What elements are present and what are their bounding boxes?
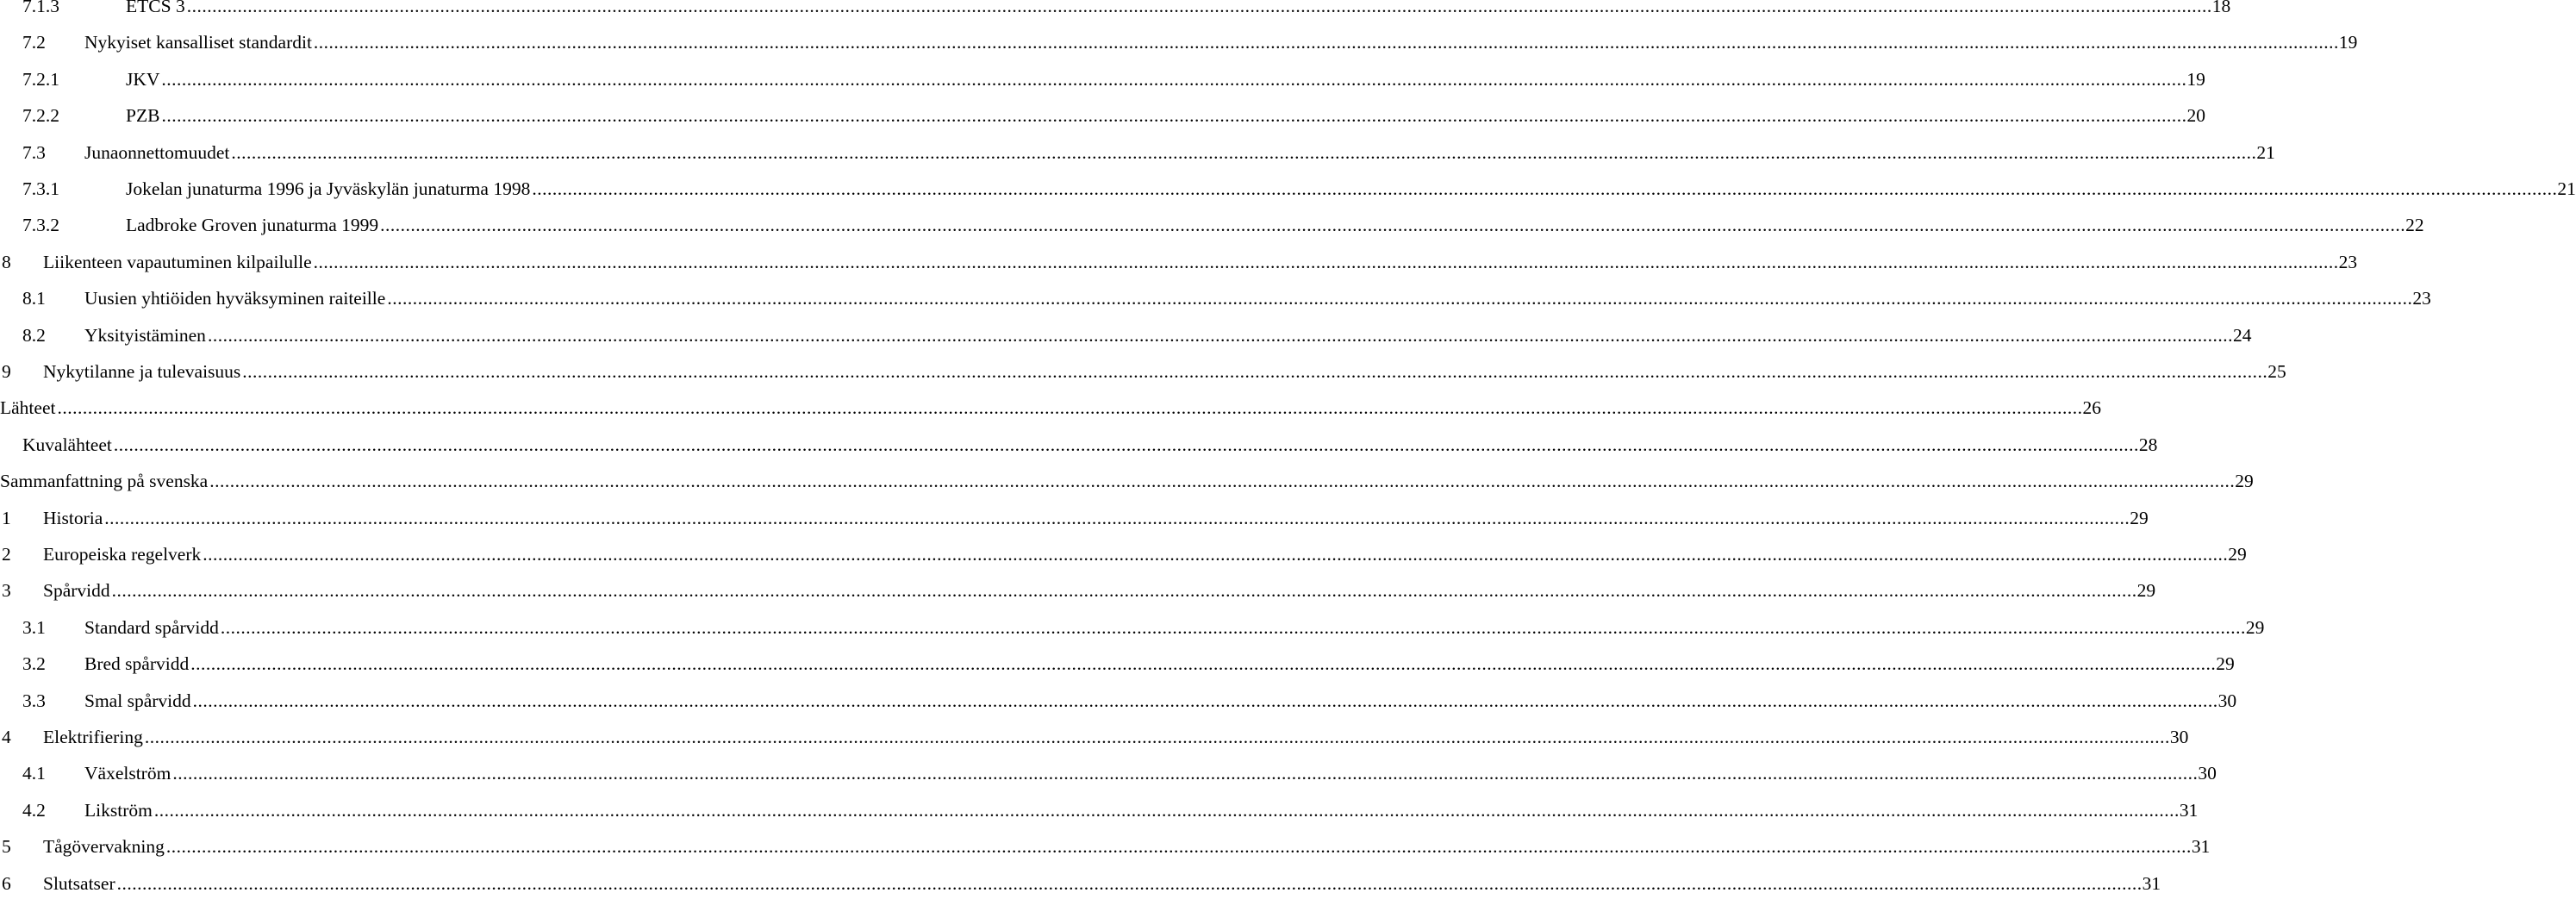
toc-entry-title: Uusien yhtiöiden hyväksyminen raiteille: [84, 288, 386, 309]
toc-entry[interactable]: [0, 503, 2149, 529]
toc-leader-dots: ................................................................................................................................................................................................................................................................................................................................................................................................................: [144, 727, 2170, 747]
toc-entry[interactable]: [0, 28, 2358, 53]
toc-entry[interactable]: [0, 321, 2252, 347]
toc-entry[interactable]: [0, 101, 2205, 127]
toc-entry[interactable]: [0, 357, 2286, 383]
toc-entry[interactable]: [0, 210, 2424, 236]
toc-entry-number: 3.1: [22, 616, 46, 638]
toc-entry-page-number: 29: [2228, 544, 2247, 565]
toc-leader-dots: ................................................................................................................................................................................................................................................................................................................................................................................................................: [161, 68, 2187, 90]
toc-entry-number: 8.1: [22, 288, 46, 309]
toc-entry-title: Liikenteen vapautuminen kilpailulle: [43, 251, 312, 272]
toc-entry-title: Spårvidd: [43, 580, 110, 602]
toc-entry-page-number: 30: [2217, 690, 2237, 711]
toc-entry-page-number: 23: [2338, 251, 2358, 272]
toc-entry-number: 7.3.2: [22, 215, 59, 236]
toc-entry-title: ETCS 3: [126, 0, 185, 16]
toc-entry-title: Likström: [84, 799, 153, 821]
toc-entry-title: Europeiska regelverk: [43, 544, 202, 565]
toc-entry-page-number: 19: [2338, 32, 2358, 53]
toc-entry-title: Bred spårvidd: [84, 653, 190, 675]
toc-entry[interactable]: [0, 138, 2275, 164]
toc-leader-dots: ................................................................................................................................................................................................................................................................................................................................................................................................................: [231, 141, 2257, 163]
toc-entry[interactable]: [0, 65, 2205, 91]
toc-entry[interactable]: [0, 430, 2158, 456]
toc-entry-title: Standard spårvidd: [84, 616, 219, 638]
toc-entry-title: Kuvalähteet: [22, 434, 112, 455]
toc-entry[interactable]: [0, 0, 2231, 17]
toc-entry-title: Smal spårvidd: [84, 690, 191, 711]
toc-entry[interactable]: [0, 649, 2235, 675]
toc-leader-dots: ................................................................................................................................................................................................................................................................................................................................................................................................................: [161, 105, 2187, 127]
toc-entry-title: Slutsatser: [43, 872, 115, 894]
toc-entry-page-number: 19: [2186, 68, 2205, 90]
toc-entry-number: 8: [2, 251, 11, 272]
toc-entry-title: Yksityistäminen: [84, 324, 206, 346]
toc-leader-dots: ................................................................................................................................................................................................................................................................................................................................................................................................................: [186, 0, 2212, 16]
toc-entry-page-number: 24: [2232, 324, 2252, 346]
toc-leader-dots: ................................................................................................................................................................................................................................................................................................................................................................................................................: [190, 653, 2217, 675]
toc-leader-dots: ................................................................................................................................................................................................................................................................................................................................................................................................................: [111, 580, 2137, 602]
toc-entry-number: 7.2: [22, 32, 46, 53]
toc-leader-dots: ................................................................................................................................................................................................................................................................................................................................................................................................................: [313, 251, 2339, 272]
toc-entry-page-number: 21: [2557, 178, 2576, 199]
toc-entry-number: 7.1.3: [22, 0, 59, 16]
toc-entry-page-number: 31: [2179, 799, 2199, 821]
toc-entry-number: 9: [2, 361, 11, 382]
toc-leader-dots: ................................................................................................................................................................................................................................................................................................................................................................................................................: [220, 616, 2246, 638]
toc-entry[interactable]: [0, 247, 2358, 273]
toc-entry-number: 3: [2, 580, 11, 602]
toc-leader-dots: ................................................................................................................................................................................................................................................................................................................................................................................................................: [104, 507, 2130, 528]
toc-entry-number: 7.3: [22, 141, 46, 163]
toc-entry-title: Sammanfattning på svenska: [0, 471, 209, 492]
toc-entry-title: Tågövervakning: [43, 836, 165, 858]
toc-entry-number: 7.2.2: [22, 105, 59, 127]
toc-leader-dots: ................................................................................................................................................................................................................................................................................................................................................................................................................: [313, 32, 2339, 53]
toc-entry-number: 3.2: [22, 653, 46, 675]
toc-entry-page-number: 29: [2235, 471, 2254, 492]
toc-entry-page-number: 29: [2130, 507, 2149, 528]
toc-entry-title: Nykyiset kansalliset standardit: [84, 32, 312, 53]
toc-entry-page-number: 23: [2412, 288, 2431, 309]
toc-entry[interactable]: [0, 832, 2211, 858]
toc-entry[interactable]: [0, 686, 2237, 712]
toc-entry-title: Lähteet: [0, 397, 56, 419]
toc-entry-page-number: 28: [2138, 434, 2158, 455]
toc-leader-dots: ................................................................................................................................................................................................................................................................................................................................................................................................................: [57, 397, 2083, 419]
toc-leader-dots: ................................................................................................................................................................................................................................................................................................................................................................................................................: [116, 872, 2143, 894]
toc-entry-page-number: 30: [2198, 763, 2217, 784]
toc-leader-dots: ................................................................................................................................................................................................................................................................................................................................................................................................................: [192, 690, 2218, 711]
toc-entry-number: 1: [2, 507, 11, 528]
toc-leader-dots: ................................................................................................................................................................................................................................................................................................................................................................................................................: [153, 799, 2180, 821]
toc-entry-page-number: 29: [2216, 653, 2235, 675]
toc-entry-title: PZB: [126, 105, 160, 127]
toc-entry-page-number: 30: [2169, 727, 2189, 747]
toc-entry[interactable]: [0, 540, 2247, 565]
toc-entry-page-number: 20: [2186, 105, 2205, 127]
toc-entry-number: 7.2.1: [22, 68, 59, 90]
toc-leader-dots: ................................................................................................................................................................................................................................................................................................................................................................................................................: [203, 544, 2229, 565]
toc-entry-number: 6: [2, 872, 11, 894]
toc-leader-dots: ................................................................................................................................................................................................................................................................................................................................................................................................................: [242, 361, 2268, 382]
toc-entry-number: 5: [2, 836, 11, 858]
toc-entry-title: JKV: [126, 68, 160, 90]
toc-entry[interactable]: [0, 759, 2217, 784]
toc-entry-page-number: 31: [2191, 836, 2211, 858]
toc-leader-dots: ................................................................................................................................................................................................................................................................................................................................................................................................................: [165, 836, 2192, 858]
toc-leader-dots: ................................................................................................................................................................................................................................................................................................................................................................................................................: [207, 324, 2233, 346]
toc-entry-number: 4.2: [22, 799, 46, 821]
toc-entry[interactable]: [0, 284, 2431, 309]
toc-entry[interactable]: [0, 466, 2254, 492]
toc-entry[interactable]: [0, 174, 2576, 200]
toc-entry-number: 4: [2, 727, 11, 747]
toc-entry-title: Jokelan junaturma 1996 ja Jyväskylän junaturma 1998: [126, 178, 531, 199]
toc-entry[interactable]: [0, 722, 2189, 748]
toc-leader-dots: ................................................................................................................................................................................................................................................................................................................................................................................................................: [380, 215, 2406, 236]
toc-entry-title: Ladbroke Groven junaturma 1999: [126, 215, 379, 236]
toc-entry-page-number: 21: [2256, 141, 2275, 163]
toc-entry-page-number: 22: [2405, 215, 2424, 236]
toc-entry-title: Elektrifiering: [43, 727, 143, 747]
toc-leader-dots: ................................................................................................................................................................................................................................................................................................................................................................................................................: [113, 434, 2139, 455]
toc-leader-dots: ................................................................................................................................................................................................................................................................................................................................................................................................................: [172, 763, 2199, 784]
toc-entry-page-number: 26: [2082, 397, 2101, 419]
toc-entry-title: Junaonnettomuudet: [84, 141, 230, 163]
toc-entry-title: Historia: [43, 507, 103, 528]
toc-leader-dots: ................................................................................................................................................................................................................................................................................................................................................................................................................: [209, 471, 2236, 492]
toc-leader-dots: ................................................................................................................................................................................................................................................................................................................................................................................................................: [387, 288, 2413, 309]
toc-entry-page-number: 29: [2136, 580, 2156, 602]
toc-entry-number: 2: [2, 544, 11, 565]
toc-entry-number: 3.3: [22, 690, 46, 711]
toc-entry[interactable]: [0, 576, 2156, 602]
toc-entry[interactable]: [0, 393, 2101, 419]
toc-entry-page-number: 29: [2245, 616, 2265, 638]
toc-entry-page-number: 25: [2267, 361, 2286, 382]
toc-entry-number: 7.3.1: [22, 178, 59, 199]
toc-entry-page-number: 31: [2142, 872, 2161, 894]
toc-entry[interactable]: [0, 796, 2199, 821]
toc-entry-title: Växelström: [84, 763, 172, 784]
toc-entry-title: Nykytilanne ja tulevaisuus: [43, 361, 241, 382]
toc-entry-number: 8.2: [22, 324, 46, 346]
toc-leader-dots: ................................................................................................................................................................................................................................................................................................................................................................................................................: [532, 178, 2558, 199]
toc-entry[interactable]: [0, 869, 2161, 895]
toc-entry-page-number: 18: [2211, 0, 2231, 16]
toc-entry[interactable]: [0, 613, 2265, 639]
toc-entry-number: 4.1: [22, 763, 46, 784]
